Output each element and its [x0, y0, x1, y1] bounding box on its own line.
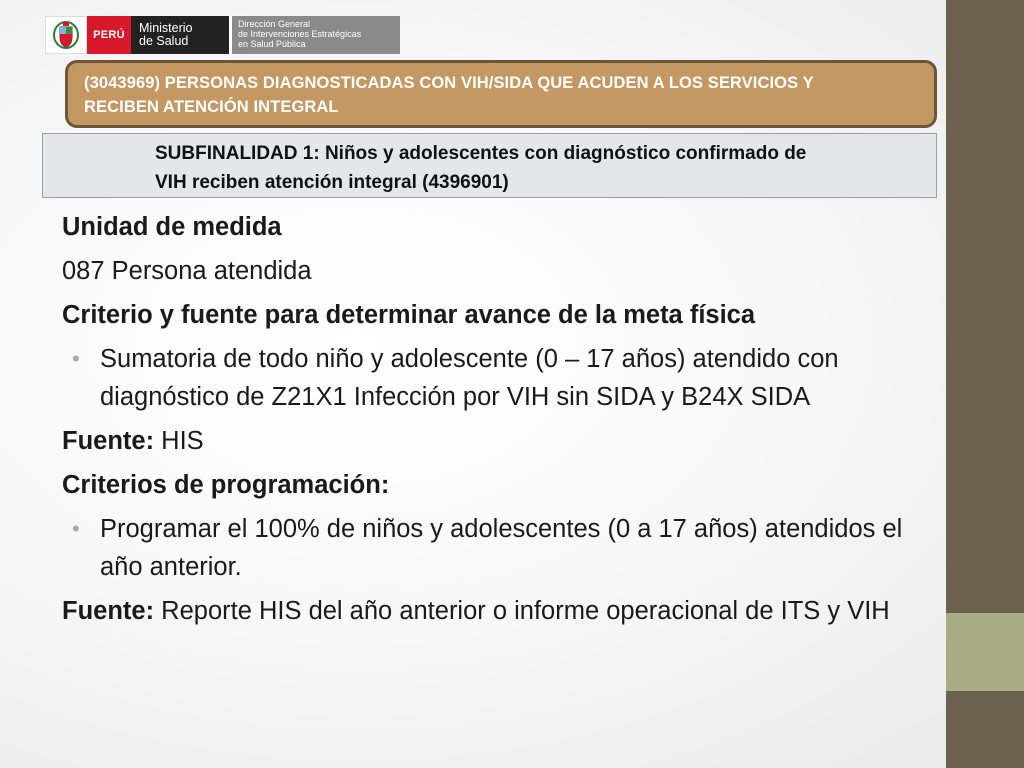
source-label: Fuente: — [62, 427, 155, 455]
peru-label: PERÚ — [87, 16, 131, 54]
programming-heading: Criterios de programación: — [62, 471, 390, 499]
subtitle-line-1: SUBFINALIDAD 1: Niños y adolescentes con diagnóstico confirmado de — [155, 143, 807, 164]
banner-line-2: RECIBEN ATENCIÓN INTEGRAL — [84, 98, 339, 116]
bullet-icon: • — [72, 346, 80, 371]
bullet-item — [62, 507, 932, 589]
subtitle-box — [42, 133, 937, 198]
source-label: Fuente: — [62, 597, 155, 625]
bullet-text: Sumatoria de todo niño y adolescente (0 – 17 años) atendido con diagnóstico de Z21X1 Infección por VIH sin SIDA y B24X SIDA — [100, 345, 839, 411]
main-content — [62, 205, 932, 633]
bullet-text: Programar el 100% de niños y adolescentes (0 a 17 años) atendidos el año anterior. — [100, 515, 903, 581]
side-accent — [946, 613, 1024, 691]
ministry-logo — [45, 16, 400, 54]
coat-of-arms-icon — [45, 16, 87, 54]
bullet-icon: • — [72, 516, 80, 541]
direction-label: Dirección General de Intervenciones Estratégicas en Salud Pública — [232, 16, 400, 54]
unit-value: 087 Persona atendida — [62, 257, 312, 285]
source-line — [62, 419, 932, 463]
criteria-heading: Criterio y fuente para determinar avance de la meta física — [62, 301, 756, 329]
banner-line-1: (3043969) PERSONAS DIAGNOSTICADAS CON VIH/SIDA QUE ACUDEN A LOS SERVICIOS Y — [84, 74, 814, 92]
title-banner — [65, 60, 937, 128]
unit-heading: Unidad de medida — [62, 213, 282, 241]
source-value: Reporte HIS del año anterior o informe operacional de ITS y VIH — [161, 597, 890, 625]
source-line — [62, 589, 932, 633]
source-value: HIS — [161, 427, 204, 455]
bullet-item — [62, 337, 932, 419]
subtitle-line-2: VIH reciben atención integral (4396901) — [155, 172, 509, 193]
ministry-label: Ministerio de Salud — [131, 16, 229, 54]
